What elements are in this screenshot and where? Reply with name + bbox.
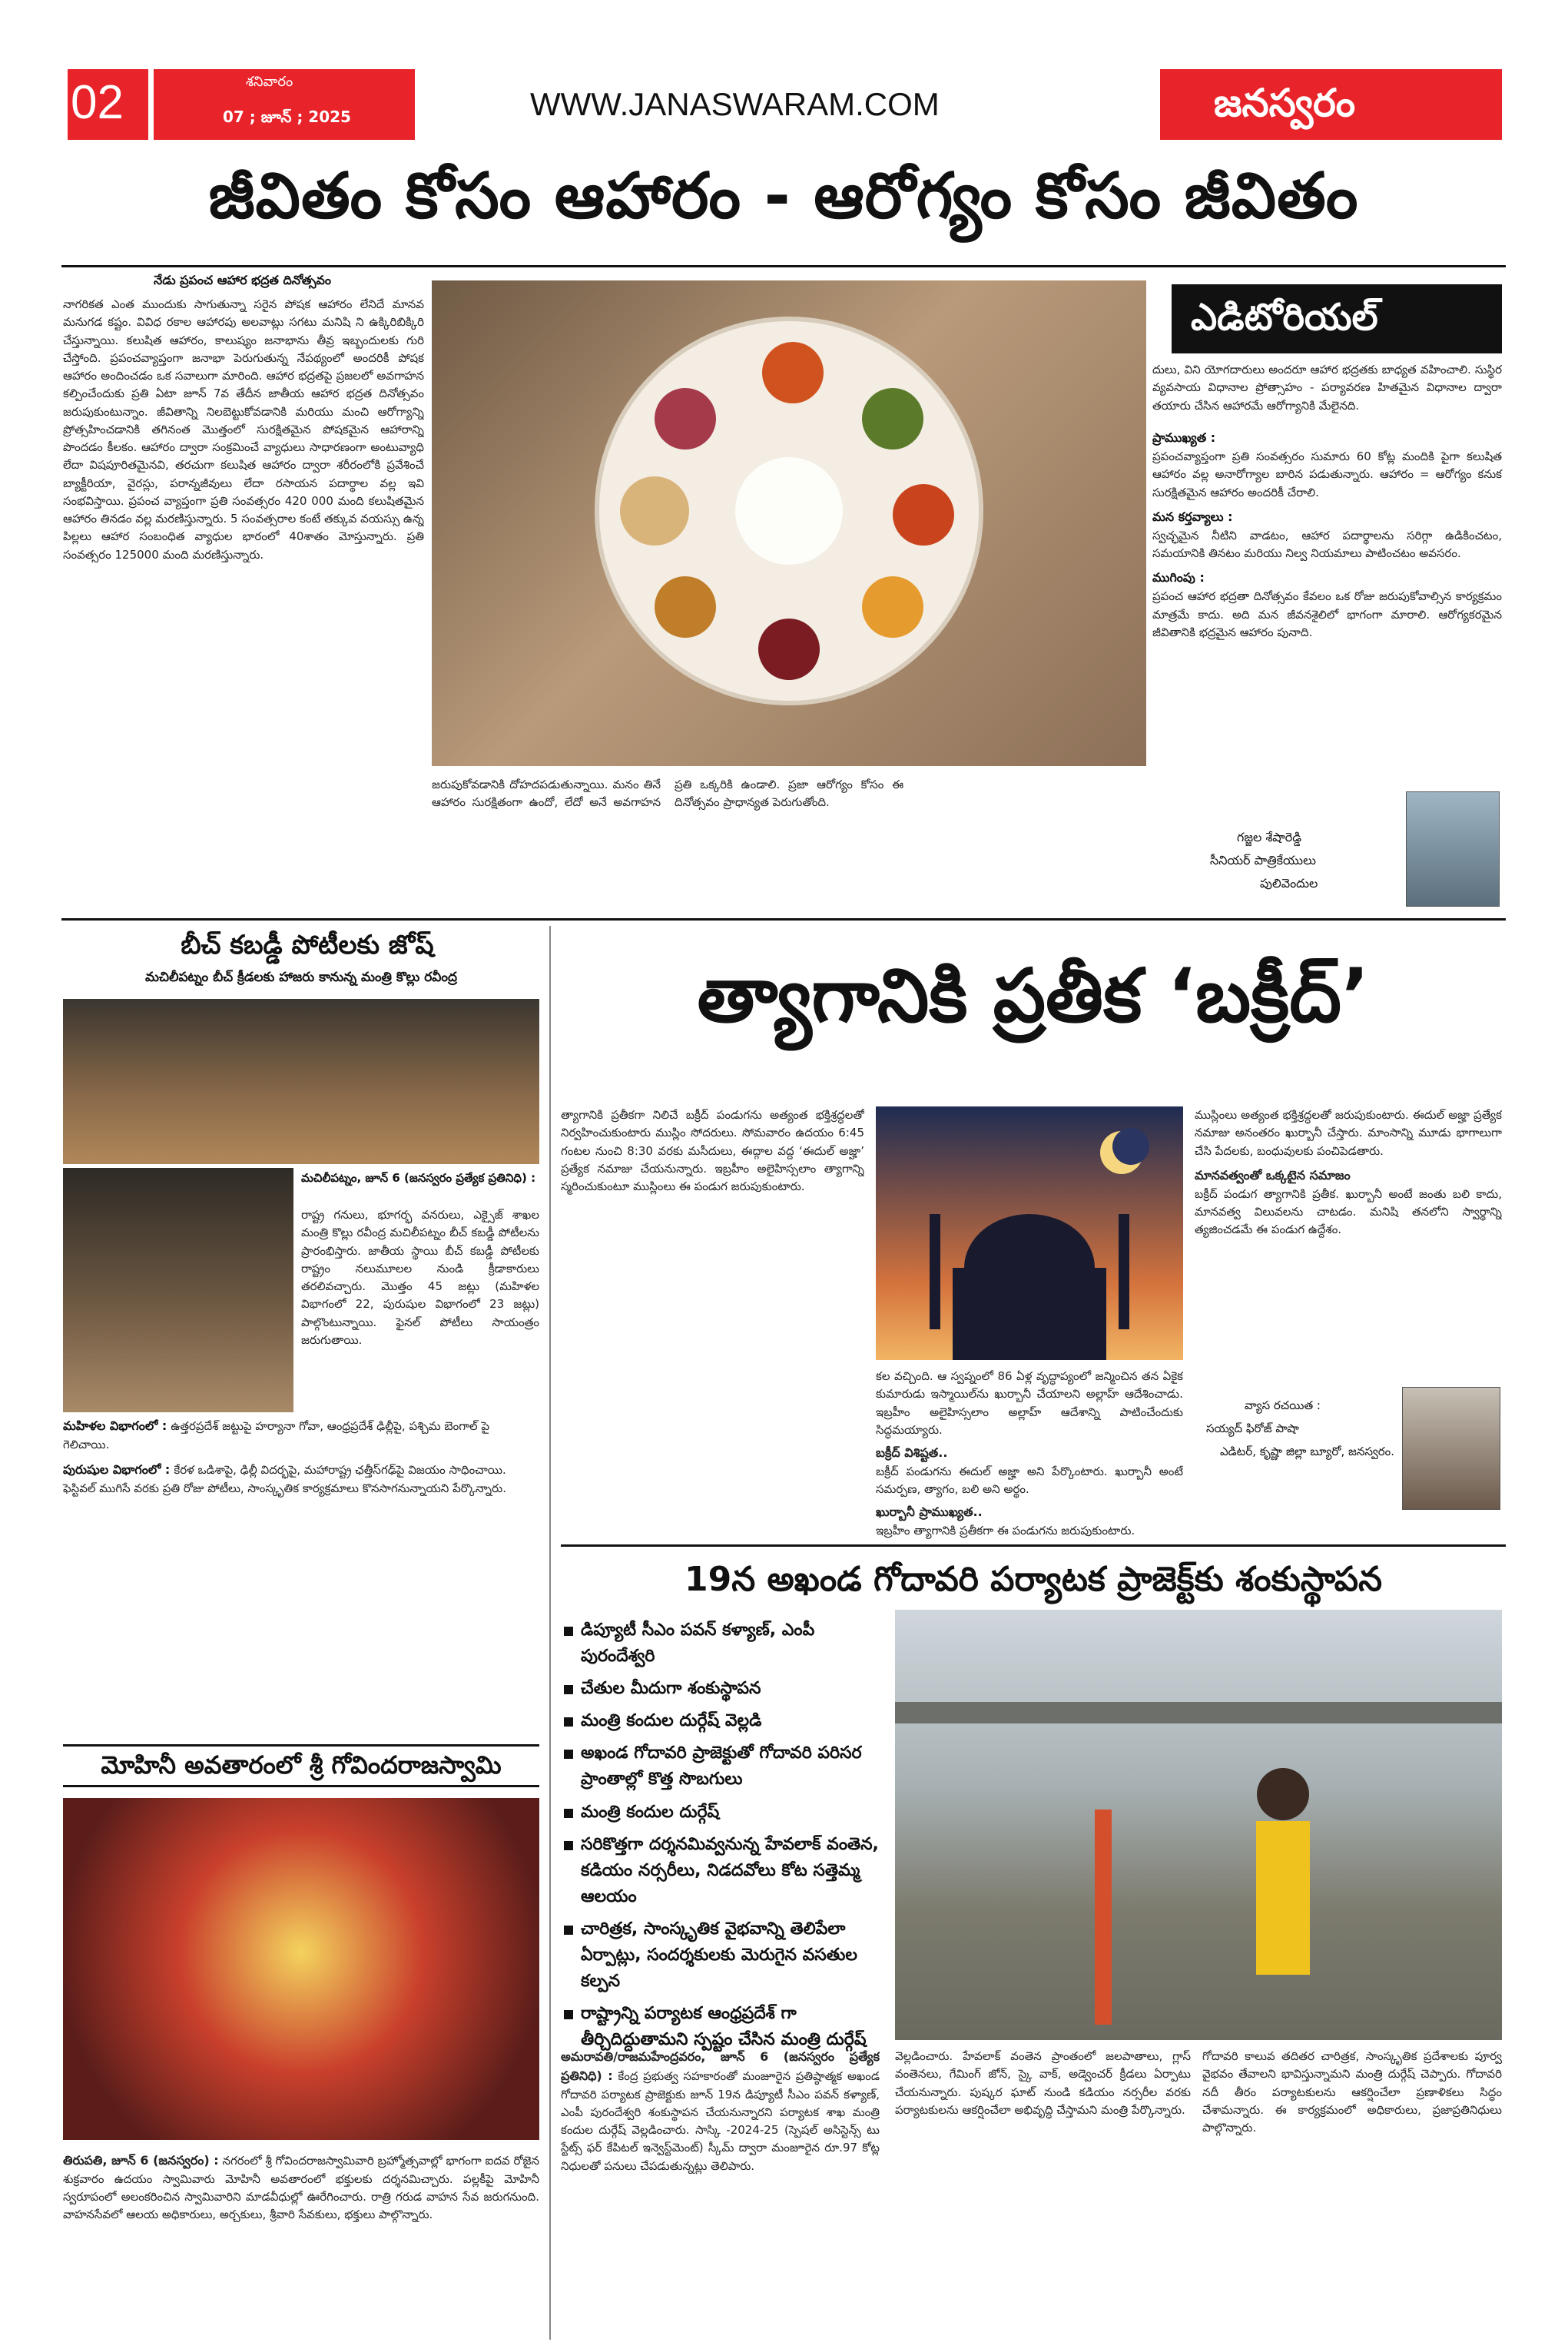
day-label: శనివారం bbox=[246, 74, 293, 90]
section-importance bbox=[1152, 430, 1502, 502]
editorial-col1: నాగరికత ఎంత ముందుకు సాగుతున్నా సరైన పోషక ఆహారం లేనిదే మానవ మనుగడ కష్టం. వివిధ రకాల ఆహారపు అలవాట్లు సగటు మనిషి ని ఉక్కిరిబిక్కిరి చేస్తున్నాయి. కలుషిత ఆహారం, కాలుష్యం జనాభాను తీవ్ర ఇబ్బందులకు గురి చేస్తోంది. ప్రపంచవ్యాప్తంగా జనాభా పెరుగుతున్న నేపథ్యంలో అందరికీ పోషక ఆహారం అందించడం ఒక సవాలుగా మారింది. ఆహార భద్రతపై ప్రజలలో అవగాహన కల్పించేందుకు ప్రతి ఏటా జూన్ 7వ తేదీన జాతీయ ఆహార భద్రత దినోత్సవం జరుపుకుంటున్నాం. జీవితాన్ని నిలబెట్టుకోవడానికి మరియు మంచి ఆరోగ్యాన్ని ప్రోత్సహించడానికి తగినంత మొత్తంలో సురక్షితమైన పోషకమైన ఆహారాన్ని పొందడం కీలకం. ఆహారం ద్వారా సంక్రమించే వ్యాధులు సాధారణంగా అంటువ్యాధి లేదా విషపూరితమైనవి, తరచుగా కలుషిత ఆహారం ద్వారా శరీరంలోకి ప్రవేశించే బ్యాక్టీరియా, వైరస్లు, పరాన్నజీవులు లేదా రసాయన పదార్థాల వల్ల ఇవి సంభవిస్తాయి. ప్రపంచ వ్యాప్తంగా ప్రతి సంవత్సరం 420 000 మంది కలుషితమైన ఆహారం తినడం వల్ల మరణిస్తున్నారు. 5 సంవత్సరాల కంటే తక్కువ వయస్సు ఉన్న పిల్లలు ఆహార సంబంధిత వ్యాధుల భారంలో 40శాతం మోస్తున్నారు. ప్రతి సంవత్సరం 125000 మంది మరణిస్తున్నారు. bbox=[63, 297, 424, 562]
godavari-body1: కేంద్ర ప్రభుత్వ సహకారంతో మంజూరైన ప్రతిష్ఠాత్మక అఖండ గోదావరి పర్యాటక ప్రాజెక్టుకు జూన్ 19న డిప్యూటీ సీఎం పవన్ కళ్యాణ్, ఎంపీ పురందేశ్వరి శంకుస్థాపన చేయనున్నారని పర్యాటక శాఖ మంత్రి కందుల దుర్గేష్ వెల్లడించారు. సాస్కి -2024-25 (స్పెషల్ అసిస్టెన్స్ టు స్టేట్స్ ఫర్ కేపిటల్ ఇన్వెస్ట్‌మెంట్) స్కీమ్ ద్వారా మంజూరైన రూ.97 కోట్ల నిధులతో పనులు చేపడుతున్నట్లు తెలిపారు. bbox=[561, 2068, 880, 2173]
kabaddi-subhead: మచిలీపట్నం బీచ్ క్రీడలకు హాజరు కానున్న మంత్రి కొల్లు రవీంద్ర bbox=[144, 970, 457, 985]
godavari-body3: గోదావరి కాలువ తదితర చారిత్రక, సాంస్కృతిక ప్రదేశాలకు పూర్వ వైభవం తేవాలని భావిస్తున్నామని మంత్రి దుర్గేష్ చెప్పారు. గోదావరి నదీ తీరం పర్యాటకులను ఆకర్షించేలా ప్రణాళికలు సిద్ధం చేశామన్నారు. ఈ కార్యక్రమంలో అధికారులు, ప్రజాప్రతినిధులు పాల్గొన్నారు. bbox=[1202, 2049, 1502, 2135]
bakrid-author-label: వ్యాస రచయిత : bbox=[1245, 1398, 1321, 1412]
bullet-item: చేతుల మీదుగా శంకుస్థాపన bbox=[561, 1676, 883, 1702]
date-label: 07 ; జూన్ ; 2025 bbox=[223, 108, 351, 126]
divider bbox=[61, 265, 1506, 267]
editorial-caption-text: జరుపుకోవడానికి దోహదపడుతున్నాయి. మనం తినే ఆహారం సురక్షితంగా ఉందో, లేదో అనే అవగాహన ప్రతి ఒక్కరికి ఉండాలి. ప్రజా ఆరోగ్యం కోసం ఈ దినోత్సవం ప్రాధాన్యత పెరుగుతోంది. bbox=[432, 778, 903, 810]
mosque-silhouette bbox=[876, 1106, 1183, 1360]
bakrid-author-role: ఎడిటర్, కృష్ణా జిల్లా బ్యూరో, జనస్వరం. bbox=[1220, 1445, 1394, 1458]
editorial-label: ఎడిటోరియల్ bbox=[1191, 296, 1378, 339]
bakrid-col3-text: ముస్లింలు అత్యంత భక్తిశ్రద్ధలతో జరుపుకుంటారు. ఈదుల్ అజ్హా ప్రత్యేక నమాజు అనంతరం ఖుర్బానీ చేస్తారు. మాంసాన్ని మూడు భాగాలుగా చేసి పేదలకు, బంధువులకు పంచిపెడతారు. bbox=[1195, 1108, 1502, 1158]
kabaddi-body: రాష్ట్ర గనులు, భూగర్భ వనరులు, ఎక్సైజ్ శాఖల మంత్రి కొల్లు రవీంద్ర మచిలీపట్నం బీచ్ కబడ్డీ పోటీలను ప్రారంభిస్తారు. జాతీయ స్థాయి బీచ్ కబడ్డీ పోటీలకు రాష్ట్రం నలుమూలల నుండి క్రీడాకారులు తరలివచ్చారు. మొత్తం 45 జట్లు (మహిళల విభాగంలో 22, పురుషుల విభాగంలో 23 జట్లు) పాల్గొంటున్నాయి. ఫైనల్ పోటీలు సాయంత్రం జరుగుతాయి. bbox=[301, 1208, 539, 1347]
kabaddi-photo-1 bbox=[63, 999, 539, 1164]
divider bbox=[61, 918, 1506, 921]
paper-logo: జనస్వరం bbox=[1214, 81, 1356, 125]
page-number: 02 bbox=[71, 76, 124, 129]
section-duties bbox=[1152, 509, 1502, 563]
mohini-photo bbox=[63, 1798, 539, 2140]
section-heading: ప్రాముఖ్యత : bbox=[1152, 430, 1216, 445]
bullet-item: రాష్ట్రాన్ని పర్యాటక ఆంధ్రప్రదేశ్ గా తీర్చిదిద్దుతామని స్పష్టం చేసిన మంత్రి దుర్గేష్ bbox=[561, 2001, 883, 2053]
mohini-body: నగరంలో శ్రీ గోవిందరాజస్వామివారి బ్రహ్మోత్సవాల్లో భాగంగా ఐదవ రోజైన శుక్రవారం ఉదయం స్వామివారు మోహినీ అవతారంలో భక్తులకు దర్శనమిచ్చారు. పల్లకీపై మోహినీ స్వరూపంలో అలంకరించిన స్వామివారిని మాడవీధుల్లో ఊరేగించారు. రాత్రి గరుడ వాహన సేవ జరుగనుంది. వాహనసేవలో ఆలయ అధికారులు, అర్చకులు, శ్రీవారి సేవకులు, భక్తులు పాల్గొన్నారు. bbox=[63, 2154, 539, 2222]
bakrid-author-name: సయ్యద్ ఫిరోజ్ పాషా bbox=[1206, 1421, 1299, 1435]
bullet-item: మంత్రి కందుల దుర్గేష్ bbox=[561, 1800, 883, 1826]
editorial-author-name: గజ్జల శేషారెడ్డి bbox=[1237, 830, 1302, 844]
bakrid-col2-text3: ఇబ్రహీం త్యాగానికి ప్రతీకగా ఈ పండుగను జరుపుకుంటారు. bbox=[876, 1524, 1135, 1538]
bakrid-col2-heading2: ఖుర్బానీ ప్రాముఖ్యత.. bbox=[876, 1504, 983, 1520]
editorial-author-photo bbox=[1406, 791, 1500, 907]
divider bbox=[561, 1544, 1506, 1547]
plate-illustration bbox=[432, 280, 1146, 766]
bakrid-col3-text2: బక్రీద్ పండుగ త్యాగానికి ప్రతీక. ఖుర్బానీ అంటే జంతు బలి కాదు, మానవత్వ విలువలను చాటడం. మనిషి తనలోని స్వార్థాన్ని త్యజించడమే ఈ పండుగ ఉద్దేశం. bbox=[1195, 1186, 1502, 1237]
column-divider bbox=[549, 926, 551, 2340]
godavari-col1 bbox=[561, 2048, 880, 2340]
section-text: ప్రపంచ ఆహార భద్రతా దినోత్సవం కేవలం ఒక రోజు జరుపుకోవాల్సిన కార్యక్రమం మాత్రమే కాదు. అది మన జీవనశైలిలో భాగంగా మారాలి. ఆరోగ్యకరమైన జీవితానికి భద్రమైన ఆహారం పునాది. bbox=[1152, 589, 1502, 639]
godavari-dateline: అమరావతి/రాజమహేంద్రవరం, జూన్ 6 (జనస్వరం ప్రత్యేక ప్రతినిధి) : bbox=[561, 2049, 880, 2083]
mohini-dateline: తిరుపతి, జూన్ 6 (జనస్వరం) : bbox=[63, 2153, 219, 2168]
bullet-item: మంత్రి కందుల దుర్గేష్ వెల్లడి bbox=[561, 1708, 883, 1734]
bakrid-col2-heading: బక్రీద్ విశిష్టత.. bbox=[876, 1445, 948, 1460]
section-heading: ముగింపు : bbox=[1152, 570, 1205, 586]
kabaddi-results bbox=[63, 1418, 539, 1498]
bakrid-col3 bbox=[1195, 1106, 1502, 1391]
section-conclusion bbox=[1152, 570, 1502, 642]
men-heading: పురుషుల విభాగంలో : bbox=[63, 1462, 171, 1478]
bullet-item: చారిత్రక, సాంస్కృతిక వైభవాన్ని తెలిపేలా ఏర్పాట్లు, సందర్శకులకు మెరుగైన వసతుల కల్పన bbox=[561, 1916, 883, 1995]
kabaddi-photo-2 bbox=[63, 1168, 293, 1412]
editorial-col3-intro: దులు, విని యోగదారులు అందరూ ఆహార భద్రతకు బాధ్యత వహించాలి. సుస్థిర వ్యవసాయ విధానాల ప్రోత్సాహం - పర్యావరణ హితమైన విధానాల ద్వారా తయారు చేసిన ఆహారమే ఆరోగ్యానికి మేలైనది. bbox=[1152, 363, 1502, 413]
bakrid-headline: త్యాగానికి ప్రతీక ‘బక్రీద్’ bbox=[697, 953, 1370, 1039]
women-results: ఉత్తరప్రదేశ్ జట్టుపై హర్యానా గోవా, ఆంధ్రప్రదేశ్ ఢిల్లీపై, పశ్చిమ బెంగాల్ పై గెలిచాయి. bbox=[63, 1419, 490, 1451]
bullet-item: అఖండ గోదావరి ప్రాజెక్టుతో గోదావరి పరిసర ప్రాంతాల్లో కొత్త సొబగులు bbox=[561, 1740, 883, 1793]
mohini-headline: మోహినీ అవతారంలో శ్రీ గోవిందరాజస్వామి bbox=[101, 1750, 502, 1780]
men-results: కేరళ ఒడిశాపై, ఢిల్లీ విదర్భపై, మహారాష్ట్ర ఛత్తీస్‌గఢ్‌పై విజయం సాధించాయి. ఫెస్టివల్ ముగిసే వరకు ప్రతి రోజు పోటీలు, సాంస్కృతిక కార్యక్రమాలు కొనసాగనున్నాయని పేర్కొన్నారు. bbox=[63, 1463, 506, 1496]
bakrid-col3-heading: మానవత్వంతో ఒక్కటైన సమాజం bbox=[1195, 1167, 1351, 1183]
editorial-author-role: సీనియర్ పాత్రికేయులు bbox=[1210, 853, 1316, 867]
godavari-body2: వెల్లడించారు. హేవలాక్ వంతెన ప్రాంతంలో జలపాతాలు, గ్లాస్ వంతెనలు, గేమింగ్ జోన్, స్కై వాక్, అడ్వెంచర్ క్రీడలు ఏర్పాటు చేయనున్నారు. పుష్కర ఘాట్ నుండి కడియం నర్సరీల వరకు పర్యాటకులను ఆకర్షించేలా అభివృద్ధి చేస్తామని మంత్రి పేర్కొన్నారు. bbox=[895, 2049, 1191, 2117]
editorial-author-place: పులివెందుల bbox=[1260, 876, 1318, 891]
bakrid-col2-text2: బక్రీద్ పండుగను ఈదుల్ అజ్హా అని పేర్కొంటారు. ఖుర్బానీ అంటే సమర్పణ, త్యాగం, బలి అని అర్థం. bbox=[876, 1464, 1183, 1497]
editorial-sections bbox=[1152, 430, 1502, 642]
mohini-text bbox=[63, 2151, 539, 2336]
women-heading: మహిళల విభాగంలో : bbox=[63, 1418, 167, 1433]
kabaddi-dateline: మచిలీపట్నం, జూన్ 6 (జనస్వరం ప్రత్యేక ప్రతినిధి) : bbox=[301, 1171, 536, 1185]
section-heading: మన కర్తవ్యాలు : bbox=[1152, 509, 1233, 524]
godavari-bullets bbox=[561, 1617, 883, 2059]
website-url[interactable]: WWW.JANASWARAM.COM bbox=[530, 86, 940, 122]
bakrid-author-photo bbox=[1402, 1387, 1500, 1510]
editorial-kicker: నేడు ప్రపంచ ఆహార భద్రత దినోత్సవం bbox=[154, 273, 331, 287]
godavari-headline: 19న అఖండ గోదావరి పర్యాటక ప్రాజెక్ట్‌కు శంకుస్థాపన bbox=[685, 1560, 1382, 1599]
mosque-photo bbox=[876, 1106, 1183, 1360]
food-plate-photo bbox=[432, 280, 1146, 766]
bridge-illustration bbox=[895, 1610, 1502, 2040]
section-text: ప్రపంచవ్యాప్తంగా ప్రతి సంవత్సరం సుమారు 60 కోట్ల మందికి పైగా కలుషిత ఆహారం వల్ల అనారోగ్యాల బారిన పడుతున్నారు. ఆహారం = ఆరోగ్యం కనుక సురక్షితమైన ఆహారం అందరికీ చేరాలి. bbox=[1152, 450, 1502, 499]
section-text: స్వచ్ఛమైన నీటిని వాడటం, ఆహార పదార్థాలను సరిగ్గా ఉడికించటం, సమయానికి తినటం మరియు నిల్వ నియమాలు పాటించటం అవసరం. bbox=[1152, 528, 1502, 560]
bakrid-col1: త్యాగానికి ప్రతీకగా నిలిచే బక్రీద్ పండుగను అత్యంత భక్తిశ్రద్ధలతో నిర్వహించుకుంటారు ముస్లిం సోదరులు. సోమవారం ఉదయం 6:45 గంటల నుంచి 8:30 వరకు మసీదులు, ఈద్గాల వద్ద ‘ఈదుల్ అజ్హా’ ప్రత్యేక నమాజు చేయనున్నారు. ఇబ్రహీం అలైహిస్సలాం త్యాగాన్ని స్మరించుకుంటూ ముస్లింలు ఈ పండుగ జరుపుకుంటారు. bbox=[561, 1108, 864, 1193]
main-headline: జీవితం కోసం ఆహారం - ఆరోగ్యం కోసం జీవితం bbox=[208, 160, 1359, 233]
bakrid-col2-text: కల వచ్చింది. ఆ స్వప్నంలో 86 ఏళ్ల వృద్ధాప్యంలో జన్మించిన తన ఏకైక కుమారుడు ఇస్మాయిల్‌ను ఖుర్బానీ చేయాలని అల్లాహ్ ఆదేశించాడు. ఇబ్రహీం అలైహిస్సలాం అల్లాహ్ ఆదేశాన్ని పాటించేందుకు సిద్ధమయ్యారు. bbox=[876, 1369, 1183, 1437]
godavari-photo bbox=[895, 1610, 1502, 2040]
bullet-item: సరికొత్తగా దర్శనమివ్వనున్న హేవలాక్ వంతెన, కడియం నర్సరీలు, నిడదవోలు కోట సత్తెమ్మ ఆలయం bbox=[561, 1832, 883, 1910]
bullet-item: డిప్యూటీ సీఎం పవన్ కళ్యాణ్, ఎంపీ పురందేశ్వరి bbox=[561, 1617, 883, 1670]
kabaddi-headline: బీచ్ కబడ్డీ పోటీలకు జోష్ bbox=[181, 930, 434, 960]
